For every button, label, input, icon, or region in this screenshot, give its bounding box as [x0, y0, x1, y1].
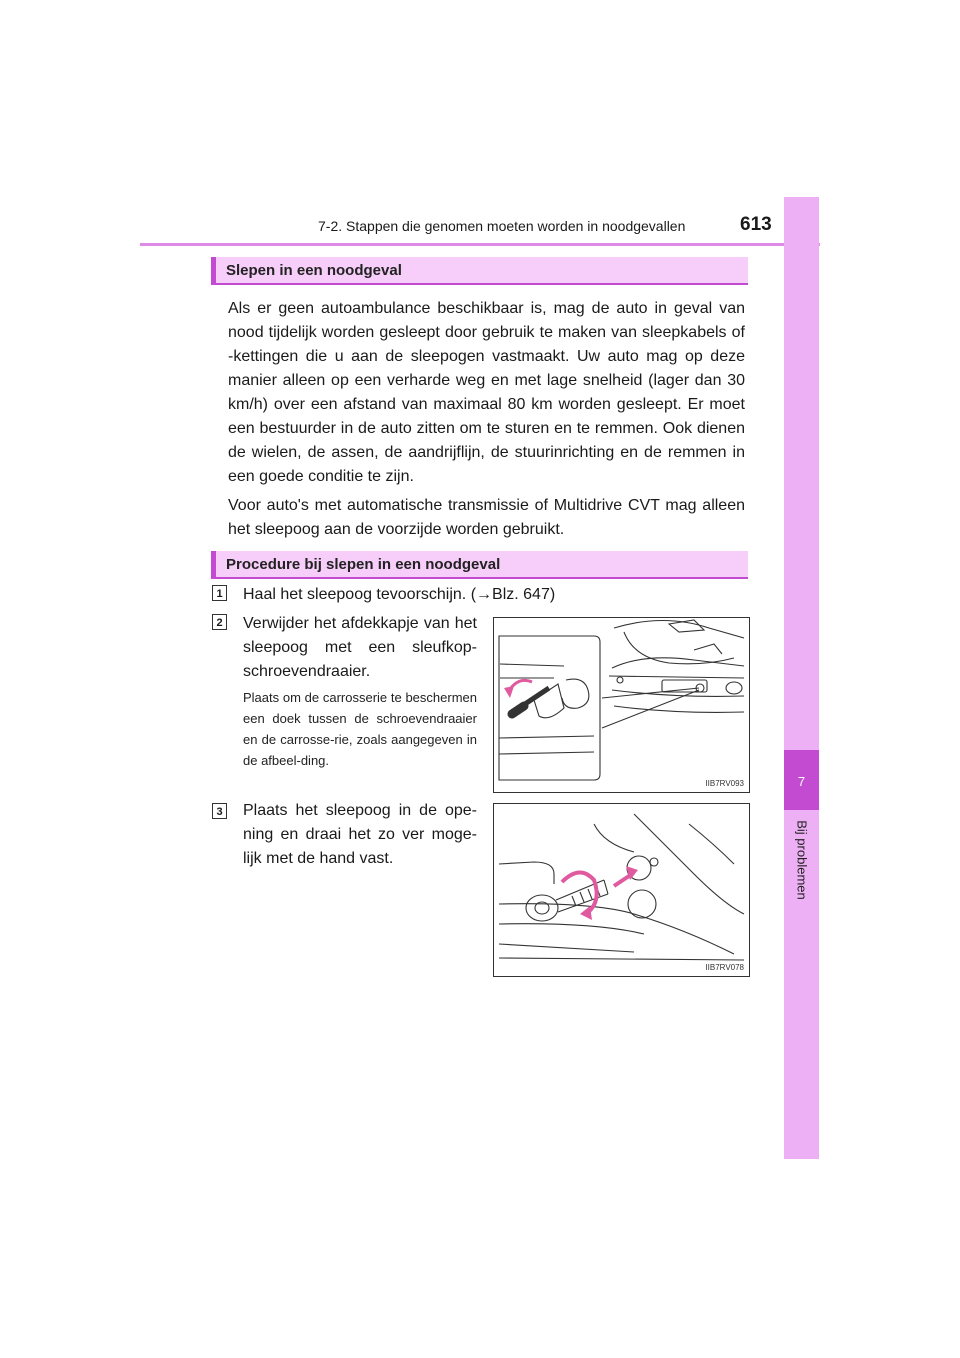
step-number-3: 3	[212, 803, 227, 819]
section-heading-emergency-towing	[211, 257, 748, 285]
step-number-2: 2	[212, 614, 227, 630]
car-front-cover-drawing	[494, 618, 749, 792]
header-rule	[140, 243, 820, 246]
figure-code: IIB7RV093	[705, 779, 744, 788]
step-2-note: Plaats om de carrosserie te beschermen een doek tussen de schroevendraaier en de carrosse-rie, zoals aangegeven in de afbeel-ding.	[243, 690, 477, 768]
illustration-install-towing-eye	[493, 803, 750, 977]
chapter-number: 7	[797, 774, 806, 789]
illustration-remove-cover	[493, 617, 750, 793]
chapter-label: Bij problemen	[794, 820, 810, 900]
step-2-text: Verwijder het afdekkapje van het sleepoog met een sleufkop-schroevendraaier.	[243, 615, 477, 680]
section-heading-text: Slepen in een noodgeval	[226, 262, 402, 279]
section-heading-procedure	[211, 551, 748, 579]
section-heading-text: Procedure bij slepen in een noodgeval	[226, 556, 501, 573]
intro-paragraph: Als er geen autoambulance beschikbaar is, mag de auto in geval van nood tijdelijk worden gesleept door gebruik te maken van sleepkabels of -kettingen die u aan de sleepogen vastmaakt. Uw auto mag op deze manier alleen op een verharde weg en met lage snelheid (lager dan 30 km/h) over een afstand van maximaal 80 km worden gesleept. Er moet een bestuurder in de auto zitten om te sturen en te remmen. Ook dienen de wielen, de assen, de aandrijflijn, de stuurinrichting en de remmen in een goede conditie te zijn.	[228, 300, 745, 485]
transmission-paragraph: Voor auto's met automatische transmissie of Multidrive CVT mag alleen het sleepoog aan de voorzijde worden gebruikt.	[228, 497, 745, 538]
step-1-text: Haal het sleepoog tevoorschijn. (→Blz. 647)	[243, 586, 556, 603]
step-3-text: Plaats het sleepoog in de ope-ning en draai het zo ver moge-lijk met de hand vast.	[243, 802, 477, 867]
chapter-label-box	[783, 820, 821, 900]
step-number-1: 1	[212, 585, 227, 601]
page-number: 613	[740, 214, 772, 235]
towing-eye-drawing	[494, 804, 749, 976]
chapter-side-tab[interactable]	[784, 197, 819, 1159]
figure-code: IIB7RV078	[705, 963, 744, 972]
chapter-number-box	[784, 750, 819, 810]
running-header: 7-2. Stappen die genomen moeten worden in noodgevallen	[318, 218, 686, 234]
